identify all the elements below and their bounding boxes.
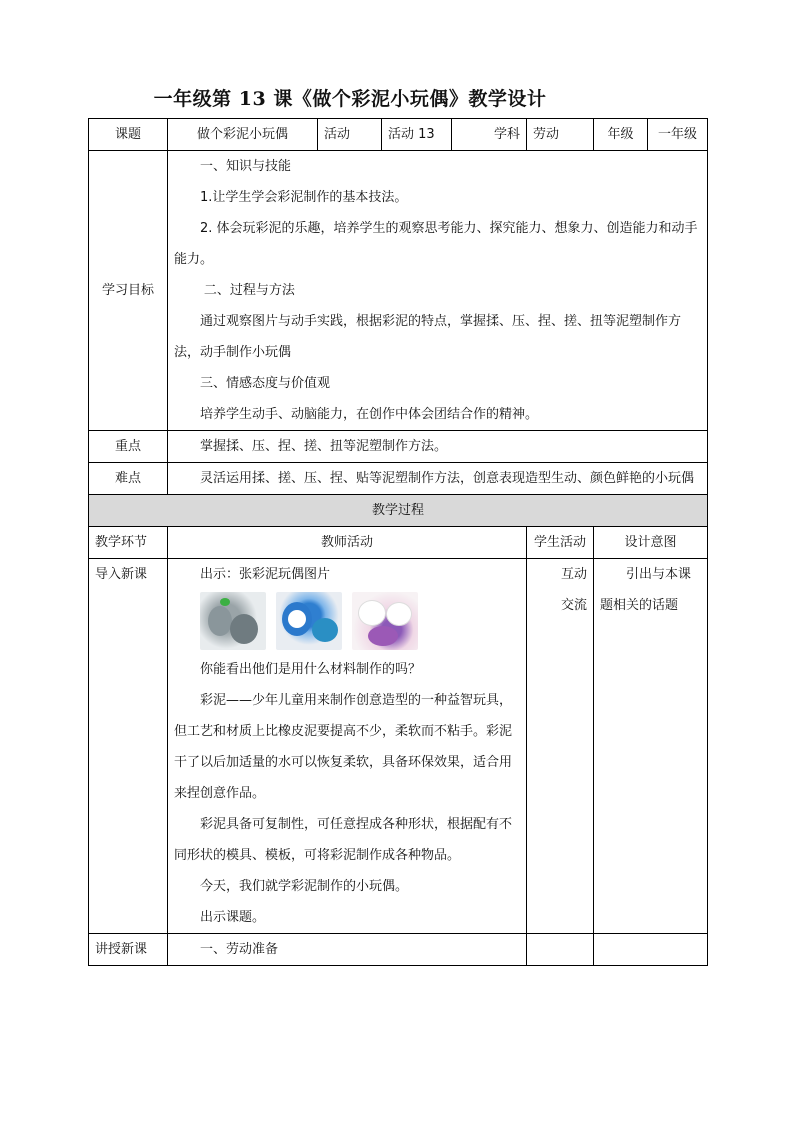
- col-intent: 设计意图: [594, 527, 708, 559]
- stage-cell: 讲授新课: [89, 934, 168, 966]
- page-title: 一年级第 13 课《做个彩泥小玩偶》教学设计: [153, 88, 547, 110]
- topic-value: 做个彩泥小玩偶: [168, 119, 318, 151]
- col-stage: 教学环节: [89, 527, 168, 559]
- process-row-intro: [89, 559, 708, 934]
- teacher-paragraph: 你能看出他们是用什么材料制作的吗？: [200, 662, 422, 677]
- teacher-intro: 出示：张彩泥玩偶图片: [200, 567, 331, 582]
- objective-line: 一、知识与技能: [200, 159, 292, 174]
- col-student: 学生活动: [527, 527, 594, 559]
- stage-cell: 导入新课: [89, 559, 168, 934]
- subject-value: 劳动: [527, 119, 594, 151]
- teacher-paragraph: 出示课题。: [200, 910, 266, 925]
- key-point-content: [168, 431, 708, 463]
- grade-value: 一年级: [648, 119, 708, 151]
- objective-line: 1.让学生学会彩泥制作的基本技法。: [200, 190, 408, 205]
- difficulty-row: [89, 463, 708, 495]
- student-activity-cell: [527, 559, 594, 934]
- teacher-activity-cell: [168, 559, 527, 934]
- lesson-plan-table: [88, 118, 708, 966]
- student-activity-2: 交流: [561, 598, 588, 613]
- difficulty-text: 灵活运用揉、搓、压、捏、贴等泥塑制作方法，创意表现造型生动、颜色鲜艳的小玩偶: [200, 471, 695, 486]
- difficulty-label: 难点: [89, 463, 168, 495]
- design-intent-cell: [594, 559, 708, 934]
- header-row: [89, 119, 708, 151]
- process-section-title: 教学过程: [89, 495, 708, 527]
- objectives-content: [168, 151, 708, 431]
- student-activity-1: 互动: [561, 567, 588, 582]
- key-point-text: 掌握揉、压、捏、搓、扭等泥塑制作方法。: [200, 439, 448, 454]
- objective-line: 培养学生动手、动脑能力，在创作中体会团结合作的精神。: [200, 407, 539, 422]
- topic-label: 课题: [89, 119, 168, 151]
- teacher-activity-cell: [168, 934, 527, 966]
- objective-line: 通过观察图片与动手实践，根据彩泥的特点，掌握揉、压、捏、搓、扭等泥塑制作方法，动手制作小玩偶: [174, 314, 682, 360]
- clay-doll-photo: [352, 592, 418, 650]
- objectives-row: [89, 151, 708, 431]
- key-point-row: [89, 431, 708, 463]
- subject-label: 学科: [452, 119, 527, 151]
- design-intent-cell: [594, 934, 708, 966]
- objective-line: 三、情感态度与价值观: [200, 376, 331, 391]
- clay-doll-photo: [200, 592, 266, 650]
- teacher-paragraph: 彩泥具备可复制性，可任意捏成各种形状，根据配有不同形状的模具、模板，可将彩泥制作成各种物品。: [174, 817, 513, 863]
- objectives-label: 学习目标: [89, 151, 168, 431]
- student-activity-cell: [527, 934, 594, 966]
- process-row-new-lesson: [89, 934, 708, 966]
- process-section-row: [89, 495, 708, 527]
- difficulty-content: [168, 463, 708, 495]
- design-intent-text: 引出与本课题相关的话题: [600, 567, 692, 613]
- objective-line: 2. 体会玩彩泥的乐趣，培养学生的观察思考能力、探究能力、想象力、创造能力和动手能力。: [174, 221, 698, 267]
- clay-doll-photo: [276, 592, 342, 650]
- activity-value: 活动 13: [382, 119, 452, 151]
- activity-label: 活动: [318, 119, 382, 151]
- teacher-intro: 一、劳动准备: [200, 942, 279, 957]
- process-header-row: [89, 527, 708, 559]
- objective-line: 二、过程与方法: [203, 283, 295, 298]
- grade-label: 年级: [594, 119, 648, 151]
- col-teacher: 教师活动: [168, 527, 527, 559]
- teacher-paragraph: 今天，我们就学彩泥制作的小玩偶。: [200, 879, 409, 894]
- clay-doll-photos: [200, 592, 520, 650]
- key-point-label: 重点: [89, 431, 168, 463]
- teacher-paragraph: 彩泥——少年儿童用来制作创意造型的一种益智玩具，但工艺和材质上比橡皮泥要提高不少，柔软而不粘手。彩泥干了以后加适量的水可以恢复柔软，具备环保效果，适合用来捏创意作品。: [174, 693, 513, 801]
